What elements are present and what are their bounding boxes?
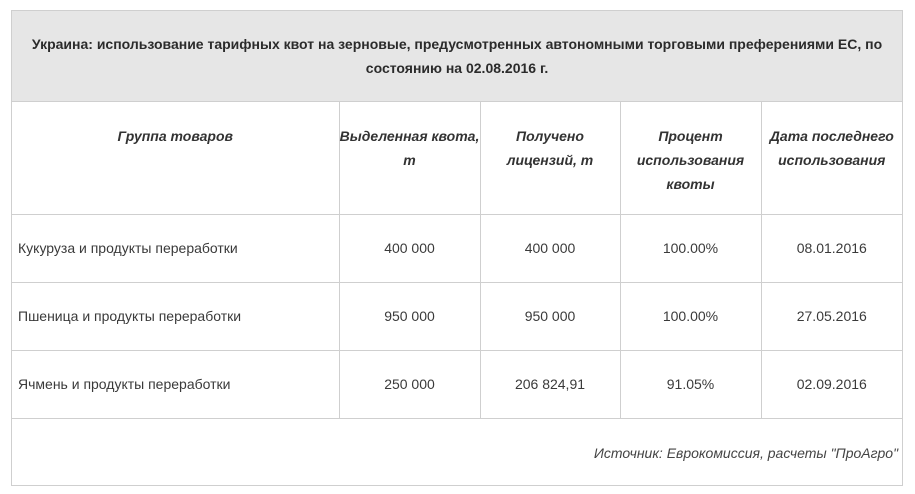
cell-quota: 950 000 — [339, 282, 480, 350]
cell-group: Кукуруза и продукты переработки — [12, 214, 339, 282]
table-row — [12, 214, 902, 282]
cell-group: Ячмень и продукты переработки — [12, 350, 339, 418]
cell-date: 27.05.2016 — [761, 282, 902, 350]
source-note: Источник: Еврокомиссия, расчеты "ПроАгро" — [12, 418, 902, 486]
header-quota: Выделенная квота, т — [339, 101, 480, 214]
header-row — [12, 101, 902, 214]
cell-percent: 100.00% — [620, 214, 761, 282]
cell-quota: 250 000 — [339, 350, 480, 418]
table-row — [12, 350, 902, 418]
cell-quota: 400 000 — [339, 214, 480, 282]
cell-percent: 91.05% — [620, 350, 761, 418]
cell-date: 08.01.2016 — [761, 214, 902, 282]
cell-licenses: 950 000 — [480, 282, 620, 350]
source-row — [12, 418, 902, 486]
cell-group: Пшеница и продукты переработки — [12, 282, 339, 350]
header-group: Группа товаров — [12, 101, 339, 214]
table-row — [12, 282, 902, 350]
header-licenses: Получено лицензий, т — [480, 101, 620, 214]
quota-table — [12, 11, 902, 486]
cell-licenses: 206 824,91 — [480, 350, 620, 418]
title-row — [12, 11, 902, 101]
quota-table-container — [11, 10, 903, 486]
cell-percent: 100.00% — [620, 282, 761, 350]
cell-licenses: 400 000 — [480, 214, 620, 282]
cell-date: 02.09.2016 — [761, 350, 902, 418]
header-date: Дата последнего использования — [761, 101, 902, 214]
table-title: Украина: использование тарифных квот на зерновые, предусмотренных автономными торговыми преферениями ЕС, по состоянию на 02.08.2016 г. — [12, 11, 902, 101]
header-percent: Процент использования квоты — [620, 101, 761, 214]
